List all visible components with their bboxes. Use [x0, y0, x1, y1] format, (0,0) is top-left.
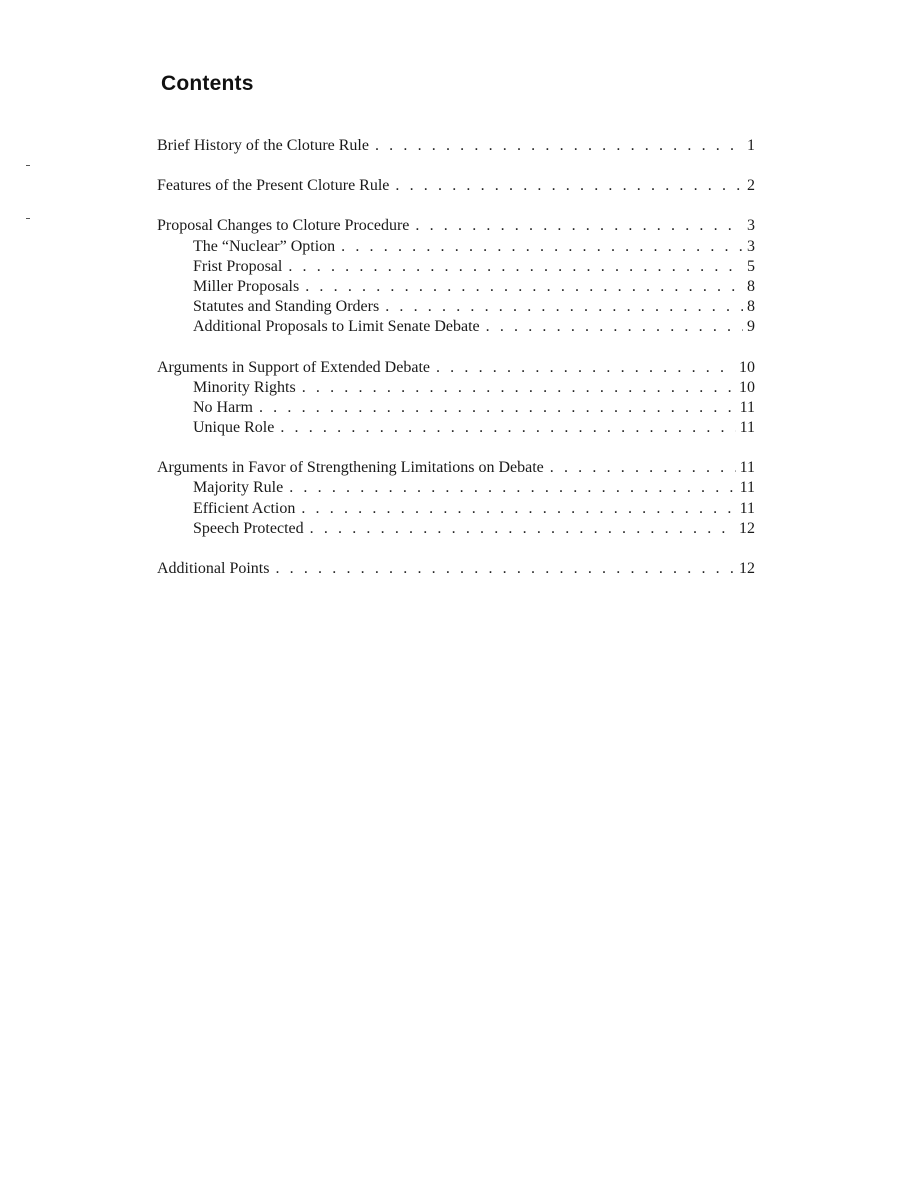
- toc-page-number: 1: [747, 137, 755, 154]
- dot-leader: [486, 317, 743, 337]
- toc-page-number: 11: [739, 398, 755, 416]
- dot-leader: [341, 237, 743, 257]
- toc-entry[interactable]: [157, 176, 755, 196]
- dot-leader: [288, 257, 743, 277]
- toc-page-number: 11: [739, 479, 755, 497]
- dot-leader: [415, 216, 743, 236]
- toc-subentry[interactable]: [157, 257, 755, 277]
- toc-entry-title: No Harm: [193, 398, 253, 416]
- toc-subentry[interactable]: [157, 499, 755, 519]
- toc-entry-title: Features of the Present Cloture Rule: [157, 177, 390, 195]
- toc-entry-title: Majority Rule: [193, 479, 284, 497]
- dot-leader: [375, 136, 743, 156]
- toc-entry-title: Minority Rights: [193, 378, 296, 396]
- toc-page-number: 5: [747, 257, 755, 275]
- toc-entry-title: Proposal Changes to Cloture Procedure: [157, 217, 410, 235]
- toc-page-number: 11: [739, 499, 755, 517]
- dot-leader: [395, 176, 743, 196]
- toc-page-number: 10: [739, 358, 755, 376]
- toc-section: [157, 559, 755, 579]
- toc-entry[interactable]: [157, 559, 755, 579]
- toc-page-number: 10: [739, 378, 755, 396]
- toc-page-number: 12: [739, 560, 755, 577]
- dot-leader: [301, 499, 735, 519]
- dot-leader: [275, 559, 735, 579]
- toc-entry[interactable]: [157, 458, 755, 478]
- dot-leader: [385, 297, 743, 317]
- contents-heading: Contents: [161, 72, 254, 95]
- toc-page-number: 2: [747, 177, 755, 195]
- toc-entry[interactable]: [157, 136, 755, 156]
- toc-subentry[interactable]: [157, 297, 755, 317]
- toc-entry[interactable]: [157, 216, 755, 236]
- toc-entry-title: Unique Role: [193, 419, 275, 437]
- dot-leader: [289, 478, 735, 498]
- toc-section: [157, 136, 755, 156]
- toc-entry-title: Arguments in Favor of Strengthening Limitations on Debate: [157, 459, 544, 477]
- toc-entry-title: Additional Points: [157, 560, 270, 577]
- margin-tick-mark: [26, 218, 30, 219]
- toc-entry-title: Brief History of the Cloture Rule: [157, 137, 369, 154]
- toc-entry[interactable]: [157, 358, 755, 378]
- toc-entry-title: Efficient Action: [193, 499, 296, 517]
- toc-subentry[interactable]: [157, 478, 755, 498]
- toc-section: [157, 216, 755, 337]
- toc-page-number: 3: [747, 237, 755, 255]
- dot-leader: [280, 418, 735, 438]
- table-of-contents: [157, 136, 755, 599]
- toc-entry-title: The “Nuclear” Option: [193, 237, 336, 255]
- toc-page-number: 8: [747, 277, 755, 295]
- toc-entry-title: Statutes and Standing Orders: [193, 298, 380, 316]
- dot-leader: [302, 378, 735, 398]
- toc-entry-title: Frist Proposal: [193, 257, 283, 275]
- dot-leader: [550, 458, 736, 478]
- toc-entry-title: Miller Proposals: [193, 277, 300, 295]
- toc-page-number: 3: [747, 217, 755, 235]
- dot-leader: [436, 358, 735, 378]
- toc-section: [157, 358, 755, 439]
- toc-subentry[interactable]: [157, 378, 755, 398]
- toc-subentry[interactable]: [157, 398, 755, 418]
- toc-section: [157, 458, 755, 539]
- toc-entry-title: Arguments in Support of Extended Debate: [157, 358, 430, 376]
- toc-subentry[interactable]: [157, 237, 755, 257]
- toc-entry-title: Additional Proposals to Limit Senate Debate: [193, 318, 480, 336]
- dot-leader: [259, 398, 736, 418]
- toc-subentry[interactable]: [157, 519, 755, 539]
- toc-page-number: 11: [739, 419, 755, 437]
- toc-entry-title: Speech Protected: [193, 519, 304, 537]
- dot-leader: [310, 519, 735, 539]
- dot-leader: [305, 277, 743, 297]
- toc-page-number: 11: [739, 459, 755, 477]
- toc-subentry[interactable]: [157, 418, 755, 438]
- toc-page-number: 9: [747, 318, 755, 336]
- margin-tick-mark: [26, 165, 30, 166]
- toc-section: [157, 176, 755, 196]
- toc-page-number: 8: [747, 298, 755, 316]
- toc-subentry[interactable]: [157, 317, 755, 337]
- toc-subentry[interactable]: [157, 277, 755, 297]
- toc-page-number: 12: [739, 519, 755, 537]
